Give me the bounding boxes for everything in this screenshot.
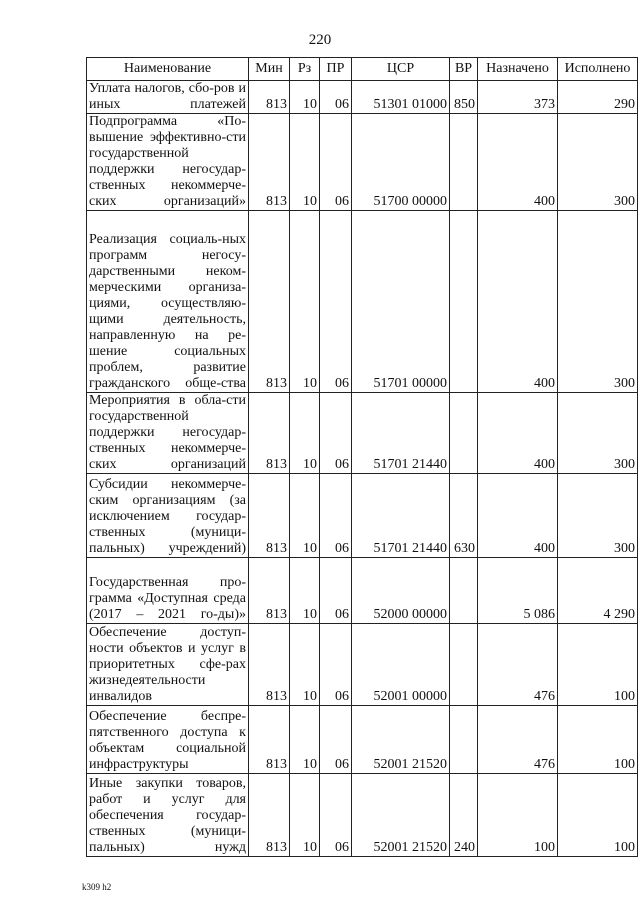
- row-rz-cell: 10: [290, 624, 320, 706]
- row-executed-cell: 290: [558, 81, 638, 114]
- row-executed-cell: 100: [558, 774, 638, 857]
- row-vr-cell: [450, 393, 478, 474]
- row-name-cell: Реализация социаль-ных программ негосу-дарственными неком-мерческими организа-циями, осуществляю-щими деятельность, направленную на ре-шение социальных проблем, развитие гражданского обще-ства: [87, 211, 249, 393]
- table-row: [87, 211, 638, 393]
- table-row: [87, 114, 638, 211]
- row-min-cell: 813: [249, 774, 290, 857]
- row-name-cell: Мероприятия в обла-сти государственной поддержки негосудар-ственных некоммерче-ских организаций: [87, 393, 249, 474]
- row-pr-cell: 06: [320, 211, 352, 393]
- row-min-cell: 813: [249, 114, 290, 211]
- row-name-cell: Уплата налогов, сбо-ров и иных платежей: [87, 81, 249, 114]
- column-header-assigned: Назначено: [478, 58, 558, 81]
- column-header-vr: ВР: [450, 58, 478, 81]
- row-csr-cell: 51701 00000: [352, 211, 450, 393]
- row-executed-cell: 4 290: [558, 558, 638, 624]
- row-assigned-cell: 100: [478, 774, 558, 857]
- column-header-executed: Исполнено: [558, 58, 638, 81]
- row-rz-cell: 10: [290, 211, 320, 393]
- row-csr-cell: 51701 21440: [352, 393, 450, 474]
- row-executed-cell: 100: [558, 624, 638, 706]
- column-header-pr: ПР: [320, 58, 352, 81]
- row-rz-cell: 10: [290, 706, 320, 774]
- row-min-cell: 813: [249, 706, 290, 774]
- table-row: [87, 558, 638, 624]
- row-pr-cell: 06: [320, 774, 352, 857]
- column-header-csr: ЦСР: [352, 58, 450, 81]
- row-name-cell: Субсидии некоммерче-ским организациям (за исключением государ-ственных (муници-пальных) учреждений): [87, 474, 249, 558]
- row-assigned-cell: 373: [478, 81, 558, 114]
- row-min-cell: 813: [249, 211, 290, 393]
- table-header-row: [87, 58, 638, 81]
- row-vr-cell: 630: [450, 474, 478, 558]
- row-vr-cell: [450, 211, 478, 393]
- page-number: 220: [308, 32, 332, 48]
- row-name-cell: Обеспечение беспре-пятственного доступа к объектам социальной инфраструктуры: [87, 706, 249, 774]
- row-assigned-cell: 400: [478, 211, 558, 393]
- row-rz-cell: 10: [290, 81, 320, 114]
- row-vr-cell: [450, 624, 478, 706]
- row-executed-cell: 300: [558, 474, 638, 558]
- row-min-cell: 813: [249, 558, 290, 624]
- row-csr-cell: 51301 01000: [352, 81, 450, 114]
- row-pr-cell: 06: [320, 706, 352, 774]
- row-assigned-cell: 476: [478, 706, 558, 774]
- row-min-cell: 813: [249, 474, 290, 558]
- row-pr-cell: 06: [320, 558, 352, 624]
- row-rz-cell: 10: [290, 774, 320, 857]
- row-csr-cell: 51701 21440: [352, 474, 450, 558]
- row-csr-cell: 52001 21520: [352, 774, 450, 857]
- table-row: [87, 774, 638, 857]
- row-csr-cell: 52001 21520: [352, 706, 450, 774]
- row-assigned-cell: 400: [478, 393, 558, 474]
- column-header-min: Мин: [249, 58, 290, 81]
- row-executed-cell: 100: [558, 706, 638, 774]
- row-vr-cell: 240: [450, 774, 478, 857]
- row-vr-cell: 850: [450, 81, 478, 114]
- row-vr-cell: [450, 558, 478, 624]
- row-csr-cell: 51700 00000: [352, 114, 450, 211]
- row-pr-cell: 06: [320, 114, 352, 211]
- row-assigned-cell: 400: [478, 114, 558, 211]
- table-row: [87, 393, 638, 474]
- row-executed-cell: 300: [558, 114, 638, 211]
- row-csr-cell: 52001 00000: [352, 624, 450, 706]
- table-row: [87, 706, 638, 774]
- row-min-cell: 813: [249, 81, 290, 114]
- row-pr-cell: 06: [320, 474, 352, 558]
- row-name-cell: Подпрограмма «По-вышение эффективно-сти государственной поддержки негосудар-ственных некоммерче-ских организаций»: [87, 114, 249, 211]
- row-csr-cell: 52000 00000: [352, 558, 450, 624]
- column-header-rz: Рз: [290, 58, 320, 81]
- row-assigned-cell: 476: [478, 624, 558, 706]
- row-name-cell: Иные закупки товаров, работ и услуг для обеспечения государ-ственных (муници-пальных) нужд: [87, 774, 249, 857]
- table-row: [87, 81, 638, 114]
- row-rz-cell: 10: [290, 393, 320, 474]
- table-row: [87, 474, 638, 558]
- row-assigned-cell: 400: [478, 474, 558, 558]
- row-rz-cell: 10: [290, 114, 320, 211]
- row-executed-cell: 300: [558, 211, 638, 393]
- row-assigned-cell: 5 086: [478, 558, 558, 624]
- row-rz-cell: 10: [290, 558, 320, 624]
- column-header-name: Наименование: [87, 58, 249, 81]
- row-pr-cell: 06: [320, 393, 352, 474]
- row-rz-cell: 10: [290, 474, 320, 558]
- row-name-cell: Обеспечение доступ-ности объектов и услуг в приоритетных сфе-рах жизнедеятельности инвалидов: [87, 624, 249, 706]
- row-pr-cell: 06: [320, 624, 352, 706]
- table-row: [87, 624, 638, 706]
- row-name-cell: Государственная про-грамма «Доступная среда (2017 – 2021 го-ды)»: [87, 558, 249, 624]
- row-executed-cell: 300: [558, 393, 638, 474]
- row-min-cell: 813: [249, 393, 290, 474]
- row-vr-cell: [450, 114, 478, 211]
- row-min-cell: 813: [249, 624, 290, 706]
- row-pr-cell: 06: [320, 81, 352, 114]
- table-body: [87, 81, 638, 857]
- footer-code: k309 h2: [82, 882, 112, 892]
- budget-table: [86, 57, 638, 857]
- row-vr-cell: [450, 706, 478, 774]
